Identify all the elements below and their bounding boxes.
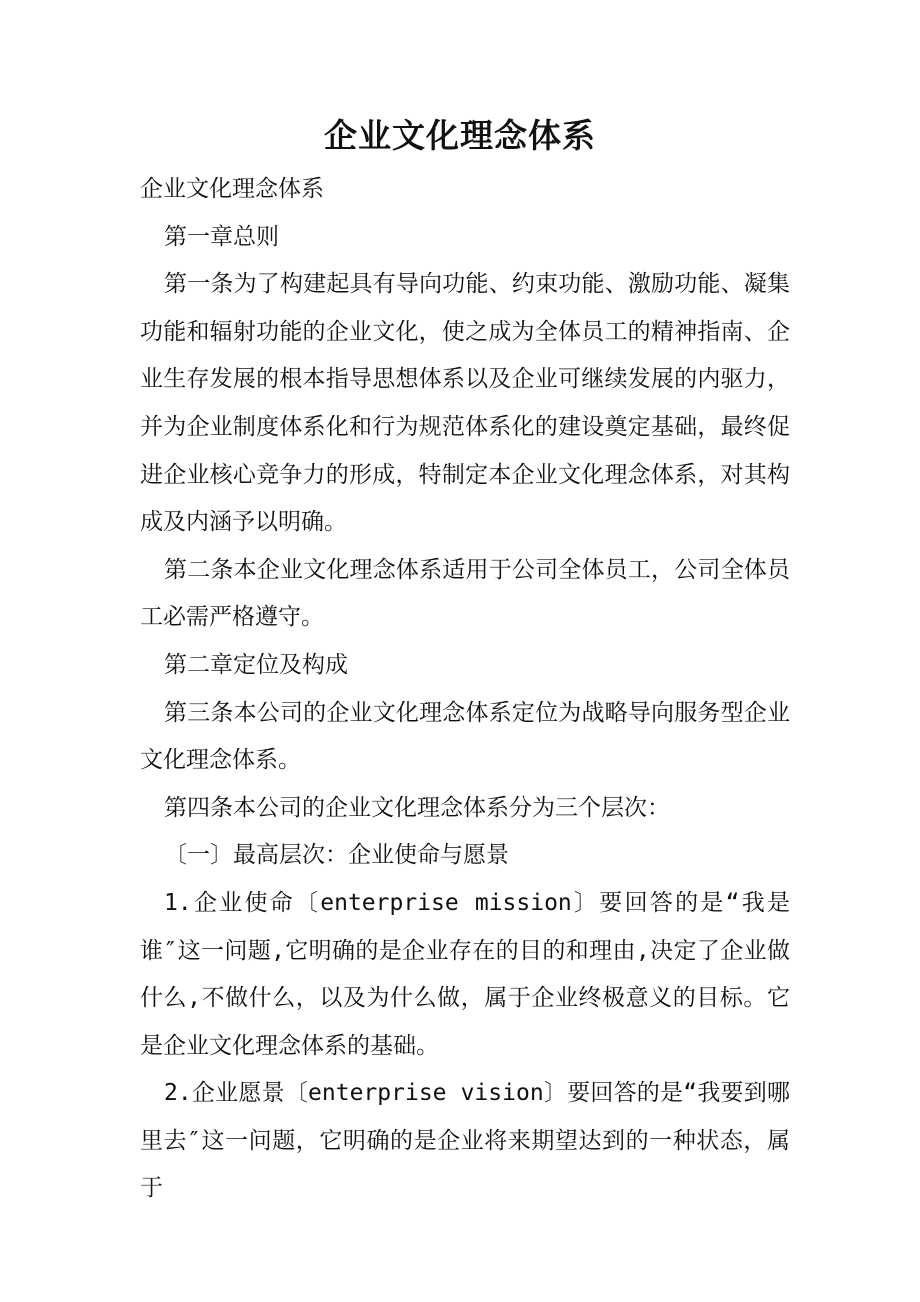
paragraph-enterprise-mission: 1.企业使命〔enterprise mission〕要回答的是“我是谁″这一问题,它明确的是企业存在的目的和理由,决定了企业做什么,不做什么，以及为什么做，属于企业终极意义的目标。它是企业文化理念体系的基础。 [140, 889, 790, 1059]
document-title: 企业文化理念体系 [324, 116, 596, 155]
paragraph-article-2: 第二条本企业文化理念体系适用于公司全体员工，公司全体员工必需严格遵守。 [140, 556, 790, 631]
paragraph-level-1-heading: 〔一〕最高层次：企业使命与愿景 [164, 842, 509, 869]
paragraph-subtitle: 企业文化理念体系 [140, 176, 324, 202]
paragraph-chapter-2-heading: 第二章定位及构成 [164, 651, 348, 678]
paragraph-article-1: 第一条为了构建起具有导向功能、约束功能、激励功能、凝集功能和辐射功能的企业文化，使之成为全体员工的精神指南、企业生存发展的根本指导思想体系以及企业可继续发展的内驱力，并为企业制度体系化和行为规范体系化的建设奠定基础，最终促进企业核心竞争力的形成，特制定本企业文化理念体系，对其构成及内涵予以明确。 [140, 271, 790, 536]
paragraph-enterprise-vision: 2.企业愿景〔enterprise vision〕要回答的是“我要到哪里去″这一问题，它明确的是企业将来期望达到的一种状态，属于 [140, 1080, 790, 1202]
paragraph-chapter-1-heading: 第一章总则 [164, 223, 279, 250]
paragraph-article-3: 第三条本公司的企业文化理念体系定位为战略导向服务型企业文化理念体系。 [140, 699, 790, 774]
paragraph-article-4: 第四条本公司的企业文化理念体系分为三个层次： [164, 794, 670, 821]
document-body [140, 166, 790, 1213]
